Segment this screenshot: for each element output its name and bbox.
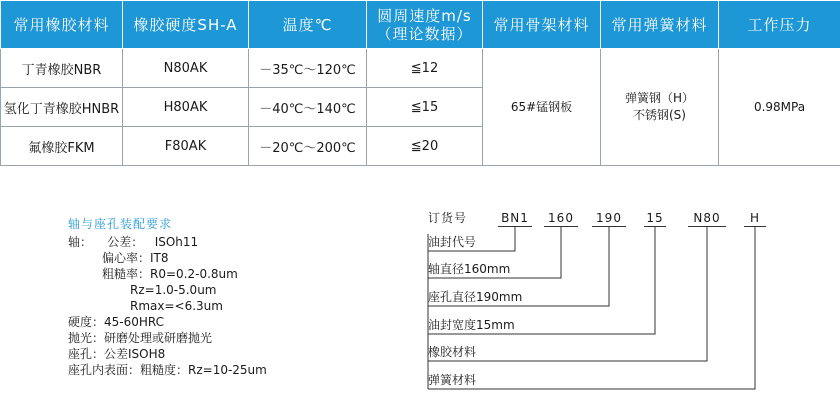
req-line-eccentricity: 偏心率：IT8	[102, 251, 169, 265]
cell-speed: ≦12	[367, 49, 483, 88]
header-speed-line2: （理论数据）	[376, 24, 473, 43]
req-line-roughness: 粗糙率：R0=0.2-0.8um	[102, 267, 238, 281]
cell-temperature: －20℃～200℃	[249, 127, 367, 166]
header-spring: 常用弹簧材料	[601, 1, 719, 49]
req-line-bore-tolerance: 座孔：公差ISOH8	[68, 347, 166, 361]
cell-pressure: 0.98MPa	[719, 49, 840, 166]
annotation-seal-code: 油封代号	[428, 235, 477, 249]
table-row	[1, 49, 840, 88]
spec-table	[0, 0, 840, 166]
req-line-bore-surface: 座孔内表面：粗糙度：Rz=10-25um	[68, 363, 267, 377]
header-temperature: 温度℃	[249, 1, 367, 49]
order-seg-spring: H	[744, 210, 766, 227]
req-line-hardness: 硬度：45-60HRC	[68, 315, 165, 329]
order-seg-seal-code: BN1	[498, 210, 532, 227]
cell-spring-line1: 弹簧钢（H）	[624, 91, 695, 105]
cell-material: 丁青橡胶NBR	[1, 49, 123, 88]
cell-temperature: －40℃～140℃	[249, 88, 367, 127]
fitting-requirements	[68, 216, 267, 378]
header-speed	[367, 1, 483, 49]
cell-material: 氟橡胶FKM	[1, 127, 123, 166]
annotation-width: 油封宽度15mm	[428, 318, 515, 332]
order-seg-rubber: N80	[688, 210, 726, 227]
req-line-shaft-tolerance: 轴： 公差： ISOh11	[68, 235, 199, 249]
annotation-spring: 弹簧材料	[428, 373, 477, 387]
annotation-shaft-dia: 轴直径160mm	[428, 262, 511, 276]
order-number-label: 订货号	[428, 211, 468, 225]
req-line-polish: 抛光：研磨处理或研磨抛光	[68, 331, 213, 345]
header-speed-line1: 圆周速度m/s	[377, 6, 472, 25]
order-seg-shaft-dia: 160	[544, 210, 578, 227]
cell-temperature: －35℃～120℃	[249, 49, 367, 88]
requirements-title: 轴与座孔装配要求	[68, 217, 173, 231]
header-rubber-material: 常用橡胶材料	[1, 1, 123, 49]
header-pressure: 工作压力	[719, 1, 840, 49]
annotation-bore-dia: 座孔直径190mm	[428, 290, 523, 304]
cell-speed: ≦20	[367, 127, 483, 166]
req-line-rmax: Rmax=<6.3um	[130, 299, 223, 313]
req-line-rz: Rz=1.0-5.0um	[130, 283, 217, 297]
order-code-diagram	[410, 200, 840, 400]
annotation-rubber: 橡胶材料	[428, 345, 477, 359]
cell-skeleton: 65#锰钢板	[483, 49, 601, 166]
header-skeleton: 常用骨架材料	[483, 1, 601, 49]
cell-spring-line2: 不锈钢(S)	[633, 108, 686, 122]
cell-hardness: N80AK	[123, 49, 249, 88]
order-seg-bore-dia: 190	[592, 210, 626, 227]
table-header-row	[1, 1, 840, 49]
header-hardness: 橡胶硬度SH-A	[123, 1, 249, 49]
cell-spring	[601, 49, 719, 166]
cell-speed: ≦15	[367, 88, 483, 127]
cell-material: 氢化丁青橡胶HNBR	[1, 88, 123, 127]
order-seg-width: 15	[644, 210, 666, 227]
cell-hardness: F80AK	[123, 127, 249, 166]
cell-hardness: H80AK	[123, 88, 249, 127]
